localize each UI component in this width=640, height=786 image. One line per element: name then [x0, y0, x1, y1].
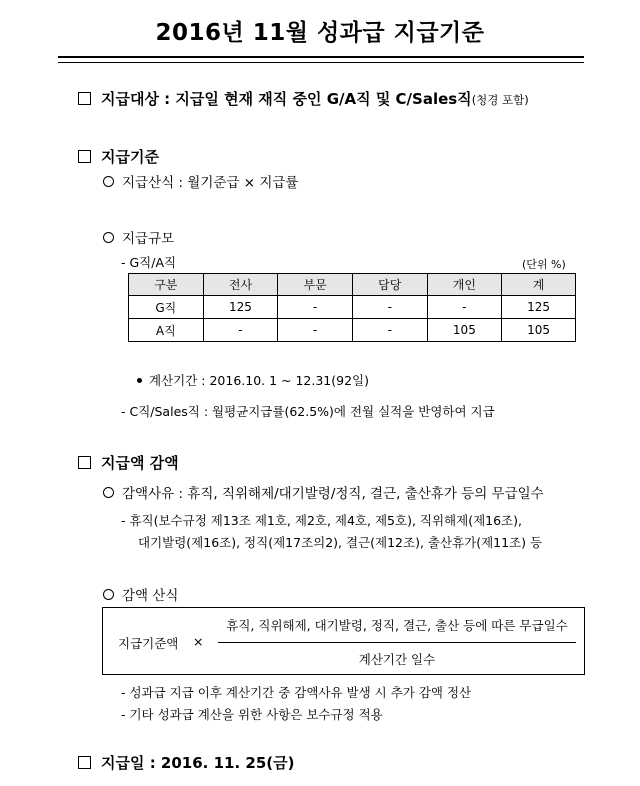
criteria-heading-text: 지급기준 — [101, 148, 159, 166]
table-cell: - — [427, 296, 502, 319]
table-cell: G직 — [129, 296, 204, 319]
formula-heading-text: 감액 산식 — [122, 588, 179, 604]
table-header-cell: 계 — [502, 274, 576, 296]
table-header-cell: 담당 — [352, 274, 427, 296]
fraction-line — [218, 642, 576, 643]
formula-times: × — [193, 634, 204, 649]
payday-section — [78, 752, 294, 773]
page-title: 2016년 11월 성과급 지급기준 — [155, 20, 485, 46]
table-cell: - — [352, 296, 427, 319]
table-header-row — [129, 274, 576, 296]
circle-bullet-icon — [103, 176, 114, 187]
target-note: (청경 포함) — [471, 93, 529, 107]
period-line — [137, 371, 369, 389]
table-cell: 105 — [502, 319, 576, 342]
reduction-reason — [103, 482, 544, 502]
reduction-note-2: - 기타 성과급 계산을 위한 사항은 보수규정 적용 — [121, 707, 383, 722]
target-text: 지급대상 : 지급일 현재 재직 중인 G/A직 및 C/Sales직 — [101, 90, 472, 108]
period-text: 계산기간 : 2016.10. 1 ~ 12.31(92일) — [149, 373, 369, 388]
reduction-heading-text: 지급액 감액 — [101, 454, 179, 472]
formula-heading — [103, 584, 178, 604]
criteria-method — [103, 171, 298, 191]
ga-table — [128, 273, 576, 342]
circle-bullet-icon — [103, 232, 114, 243]
circle-bullet-icon — [103, 487, 114, 498]
reduction-reason-text: 감액사유 : 휴직, 직위해제/대기발령/정직, 결근, 출산휴가 등의 무급일수 — [122, 486, 544, 502]
cs-line: - C직/Sales직 : 월평균지급률(62.5%)에 전월 실적을 반영하여 지급 — [121, 404, 495, 419]
reduction-heading — [78, 452, 179, 473]
table-cell: - — [278, 319, 353, 342]
unit-label: (단위 %) — [522, 258, 566, 271]
title-rule-thick — [58, 56, 584, 58]
table-cell: 105 — [427, 319, 502, 342]
table-cell: A직 — [129, 319, 204, 342]
table-header-cell: 전사 — [203, 274, 278, 296]
title-rule-thin — [58, 62, 584, 63]
table-cell: 125 — [203, 296, 278, 319]
table-cell: 125 — [502, 296, 576, 319]
table-header-cell: 부문 — [278, 274, 353, 296]
criteria-method-text: 지급산식 : 월기준급 × 지급률 — [122, 175, 299, 191]
circle-bullet-icon — [103, 589, 114, 600]
reduction-note-1: - 성과급 지급 이후 계산기간 중 감액사유 발생 시 추가 감액 정산 — [121, 685, 472, 700]
checkbox-icon — [78, 150, 91, 163]
formula-numerator: 휴직, 직위해제, 대기발령, 정직, 결근, 출산 등에 따른 무급일수 — [226, 618, 568, 633]
table-header-cell: 개인 — [427, 274, 502, 296]
checkbox-icon — [78, 92, 91, 105]
bullet-dot-icon — [137, 378, 142, 383]
criteria-scale-heading — [103, 227, 174, 247]
table-header-cell: 구분 — [129, 274, 204, 296]
table-cell: - — [278, 296, 353, 319]
table-cell: - — [352, 319, 427, 342]
formula-left: 지급기준액 — [118, 636, 179, 651]
criteria-scale-text: 지급규모 — [122, 231, 175, 247]
reduction-detail-2: 대기발령(제16조), 정직(제17조의2), 결근(제12조), 출산휴가(제11조) 등 — [138, 535, 543, 550]
payday-text: 지급일 : 2016. 11. 25(금) — [101, 754, 295, 772]
table-row — [129, 319, 576, 342]
checkbox-icon — [78, 756, 91, 769]
ga-label: - G직/A직 — [121, 255, 177, 270]
target-section — [78, 88, 529, 109]
formula-denominator: 계산기간 일수 — [358, 652, 436, 667]
checkbox-icon — [78, 456, 91, 469]
reduction-detail-1: - 휴직(보수규정 제13조 제1호, 제2호, 제4호, 제5호), 직위해제(제16조), — [121, 513, 522, 528]
table-cell: - — [203, 319, 278, 342]
criteria-heading — [78, 146, 159, 167]
table-row — [129, 296, 576, 319]
